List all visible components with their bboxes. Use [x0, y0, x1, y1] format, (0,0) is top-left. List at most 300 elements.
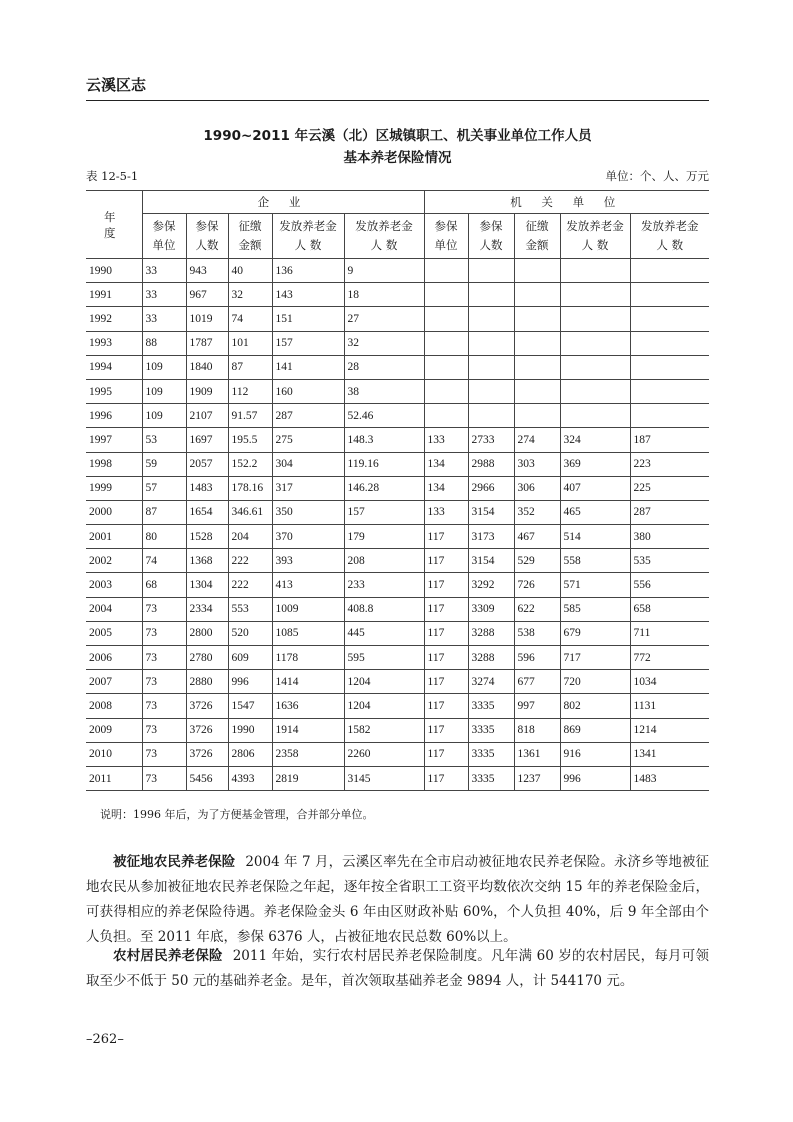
table-cell: 609 [228, 646, 272, 670]
table-cell [630, 259, 709, 283]
table-cell: 91.57 [228, 404, 272, 428]
table-cell: 195.5 [228, 428, 272, 452]
table-cell: 151 [272, 307, 344, 331]
table-cell: 18 [344, 283, 424, 307]
table-cell: 1636 [272, 694, 344, 718]
table-cell: 3335 [468, 694, 514, 718]
table-cell: 53 [142, 428, 186, 452]
table-cell: 179 [344, 525, 424, 549]
table-cell [630, 331, 709, 355]
table-cell: 27 [344, 307, 424, 331]
table-row [86, 742, 709, 766]
table-body [86, 259, 709, 791]
table-cell: 1237 [514, 766, 560, 790]
table-cell: 571 [560, 573, 630, 597]
table-cell: 413 [272, 573, 344, 597]
year-cell: 1993 [86, 331, 142, 355]
year-cell: 1994 [86, 355, 142, 379]
column-header-line: 金额 [525, 238, 549, 252]
table-cell: 304 [272, 452, 344, 476]
table-cell [424, 259, 468, 283]
table-cell: 133 [424, 500, 468, 524]
table-row [86, 766, 709, 790]
paragraph-lead: 农村居民养老保险 [113, 948, 223, 964]
table-cell: 324 [560, 428, 630, 452]
table-cell: 1787 [186, 331, 228, 355]
table-cell: 352 [514, 500, 560, 524]
table-cell: 3335 [468, 718, 514, 742]
year-cell: 1990 [86, 259, 142, 283]
table-cell: 52.46 [344, 404, 424, 428]
column-header-line: 人 数 [656, 238, 684, 252]
table-cell: 2358 [272, 742, 344, 766]
table-cell: 109 [142, 404, 186, 428]
table-cell [468, 307, 514, 331]
table-cell: 109 [142, 355, 186, 379]
table-row [86, 670, 709, 694]
paragraph-lead: 被征地农民养老保险 [113, 854, 236, 870]
table-cell: 3292 [468, 573, 514, 597]
table-cell: 553 [228, 597, 272, 621]
year-header: 年 度 [86, 191, 142, 259]
year-cell: 2007 [86, 670, 142, 694]
table-cell [560, 379, 630, 403]
table-cell: 2819 [272, 766, 344, 790]
column-header-line: 单位 [434, 238, 458, 252]
table-cell: 109 [142, 379, 186, 403]
table-cell: 3154 [468, 549, 514, 573]
table-cell: 1483 [186, 476, 228, 500]
table-cell: 148.3 [344, 428, 424, 452]
table-cell: 1009 [272, 597, 344, 621]
table-cell: 370 [272, 525, 344, 549]
year-cell: 2011 [86, 766, 142, 790]
table-cell: 1914 [272, 718, 344, 742]
table-cell: 222 [228, 549, 272, 573]
table-cell: 2107 [186, 404, 228, 428]
table-header-group-row [86, 191, 709, 214]
table-cell: 146.28 [344, 476, 424, 500]
table-cell: 393 [272, 549, 344, 573]
table-cell: 720 [560, 670, 630, 694]
pension-table [86, 190, 709, 791]
table-cell: 1909 [186, 379, 228, 403]
table-cell: 87 [228, 355, 272, 379]
table-cell: 134 [424, 452, 468, 476]
table-cell: 28 [344, 355, 424, 379]
column-header-line: 发放养老金 [355, 219, 413, 233]
table-cell [468, 355, 514, 379]
table-cell: 33 [142, 307, 186, 331]
table-cell [514, 379, 560, 403]
column-header-line: 单位 [152, 238, 176, 252]
year-cell: 1992 [86, 307, 142, 331]
table-cell: 2800 [186, 621, 228, 645]
unit-label: 单位：个、人、万元 [605, 169, 709, 183]
table-cell: 1840 [186, 355, 228, 379]
table-cell: 996 [560, 766, 630, 790]
year-cell: 2006 [86, 646, 142, 670]
table-cell: 1131 [630, 694, 709, 718]
table-cell [468, 404, 514, 428]
column-header [468, 214, 514, 259]
table-cell: 117 [424, 694, 468, 718]
table-cell: 119.16 [344, 452, 424, 476]
table-cell: 1361 [514, 742, 560, 766]
table-cell: 2806 [228, 742, 272, 766]
paragraph-land-farmer-pension [86, 850, 709, 950]
table-cell: 3726 [186, 742, 228, 766]
table-row [86, 259, 709, 283]
table-cell: 287 [272, 404, 344, 428]
table-row [86, 379, 709, 403]
table-cell [560, 307, 630, 331]
paragraph-text: 2004 年 7 月，云溪区率先在全市启动被征地农民养老保险。永济乡等地被征地农民从参加被征地农民养老保险之年起，逐年按全省职工工资平均数依次交纳 15 年的养老保险金后，可获得相应的养老保险待遇。养老保险金头 6 年由区财政补贴 60%，个人负担 40%，后 9 年全部由个人负担。至 2011 年底，参保 6376 人，占被征地农民总数 60%以上。 [86, 854, 709, 945]
table-cell [514, 331, 560, 355]
table-cell: 943 [186, 259, 228, 283]
table-cell [424, 307, 468, 331]
table-cell: 117 [424, 766, 468, 790]
table-cell: 101 [228, 331, 272, 355]
year-cell: 1991 [86, 283, 142, 307]
column-header-line: 人 数 [581, 238, 609, 252]
table-cell: 1085 [272, 621, 344, 645]
table-cell [468, 331, 514, 355]
table-cell: 152.2 [228, 452, 272, 476]
column-header-line: 金额 [238, 238, 262, 252]
table-cell: 233 [344, 573, 424, 597]
year-cell: 1996 [86, 404, 142, 428]
table-cell: 117 [424, 573, 468, 597]
paragraph-text: 2011 年始，实行农村居民养老保险制度。凡年满 60 岁的农村居民，每月可领取至少不低于 50 元的基础养老金。是年，首次领取基础养老金 9894 人，计 544170 元。 [86, 948, 709, 989]
year-cell: 1998 [86, 452, 142, 476]
table-cell [514, 355, 560, 379]
table-cell: 74 [142, 549, 186, 573]
table-cell: 538 [514, 621, 560, 645]
table-cell: 275 [272, 428, 344, 452]
table-cell: 3145 [344, 766, 424, 790]
table-cell: 1204 [344, 670, 424, 694]
table-cell: 1654 [186, 500, 228, 524]
table-cell: 117 [424, 670, 468, 694]
table-cell: 2880 [186, 670, 228, 694]
table-cell: 134 [424, 476, 468, 500]
table-cell [560, 355, 630, 379]
table-cell: 3288 [468, 646, 514, 670]
table-cell: 802 [560, 694, 630, 718]
table-cell [514, 259, 560, 283]
table-cell: 3335 [468, 766, 514, 790]
table-cell: 677 [514, 670, 560, 694]
table-cell [560, 331, 630, 355]
table-row [86, 452, 709, 476]
column-header-line: 参保 [195, 219, 219, 233]
table-cell [630, 355, 709, 379]
table-cell: 1034 [630, 670, 709, 694]
table-cell [424, 283, 468, 307]
table-row [86, 573, 709, 597]
table-cell: 1204 [344, 694, 424, 718]
column-header [424, 214, 468, 259]
year-cell: 2005 [86, 621, 142, 645]
table-cell: 143 [272, 283, 344, 307]
table-cell: 117 [424, 621, 468, 645]
column-header [344, 214, 424, 259]
table-cell: 117 [424, 525, 468, 549]
table-cell: 465 [560, 500, 630, 524]
table-title-line2: 基本养老保险情况 [343, 150, 452, 166]
table-cell [424, 379, 468, 403]
table-cell: 274 [514, 428, 560, 452]
table-cell: 1990 [228, 718, 272, 742]
table-cell [514, 283, 560, 307]
table-cell: 1214 [630, 718, 709, 742]
year-cell: 2003 [86, 573, 142, 597]
table-cell: 2780 [186, 646, 228, 670]
table-cell: 3726 [186, 694, 228, 718]
column-header-line: 参保 [479, 219, 503, 233]
column-header [186, 214, 228, 259]
table-cell: 2334 [186, 597, 228, 621]
agency-group-header: 机 关 单 位 [424, 191, 709, 214]
table-cell: 317 [272, 476, 344, 500]
table-cell: 68 [142, 573, 186, 597]
column-header-line: 人数 [195, 238, 219, 252]
table-cell: 1341 [630, 742, 709, 766]
table-row [86, 476, 709, 500]
table-cell: 520 [228, 621, 272, 645]
column-header-line: 人 数 [294, 238, 322, 252]
column-header-line: 参保 [152, 219, 176, 233]
table-cell: 967 [186, 283, 228, 307]
table-row [86, 500, 709, 524]
table-cell [514, 404, 560, 428]
table-cell: 535 [630, 549, 709, 573]
table-cell: 73 [142, 670, 186, 694]
table-row [86, 428, 709, 452]
year-cell: 2009 [86, 718, 142, 742]
table-cell: 287 [630, 500, 709, 524]
table-note: 说明：1996 年后，为了方便基金管理，合并部分单位。 [100, 808, 374, 821]
table-cell [630, 404, 709, 428]
column-header-line: 人数 [479, 238, 503, 252]
table-cell: 997 [514, 694, 560, 718]
table-cell: 133 [424, 428, 468, 452]
table-cell: 88 [142, 331, 186, 355]
table-cell: 2057 [186, 452, 228, 476]
paragraph-rural-pension [86, 944, 709, 994]
table-cell: 112 [228, 379, 272, 403]
table-cell: 658 [630, 597, 709, 621]
table-cell: 178.16 [228, 476, 272, 500]
column-header [560, 214, 630, 259]
table-cell: 2260 [344, 742, 424, 766]
column-header-line: 发放养老金 [279, 219, 337, 233]
table-row [86, 307, 709, 331]
table-cell: 558 [560, 549, 630, 573]
table-cell: 556 [630, 573, 709, 597]
table-cell [630, 379, 709, 403]
table-row [86, 694, 709, 718]
table-row [86, 597, 709, 621]
table-cell: 869 [560, 718, 630, 742]
table-cell: 73 [142, 766, 186, 790]
year-cell: 1997 [86, 428, 142, 452]
table-cell: 350 [272, 500, 344, 524]
table-row [86, 283, 709, 307]
table-cell: 679 [560, 621, 630, 645]
column-header-line: 征缴 [238, 219, 262, 233]
table-number: 表 12-5-1 [86, 169, 139, 183]
table-cell: 3309 [468, 597, 514, 621]
table-cell: 1414 [272, 670, 344, 694]
table-cell: 80 [142, 525, 186, 549]
table-cell: 117 [424, 718, 468, 742]
enterprise-group-header: 企 业 [142, 191, 424, 214]
table-cell: 2733 [468, 428, 514, 452]
table-cell: 40 [228, 259, 272, 283]
table-cell: 4393 [228, 766, 272, 790]
table-cell [424, 331, 468, 355]
table-cell [560, 283, 630, 307]
column-header [228, 214, 272, 259]
table-cell: 32 [344, 331, 424, 355]
table-cell: 380 [630, 525, 709, 549]
table-cell: 408.8 [344, 597, 424, 621]
table-cell: 5456 [186, 766, 228, 790]
table-cell: 726 [514, 573, 560, 597]
column-header [630, 214, 709, 259]
table-cell: 73 [142, 694, 186, 718]
year-cell: 2000 [86, 500, 142, 524]
year-cell: 2004 [86, 597, 142, 621]
table-row [86, 355, 709, 379]
table-row [86, 525, 709, 549]
table-cell: 2966 [468, 476, 514, 500]
table-cell: 3726 [186, 718, 228, 742]
table-cell: 514 [560, 525, 630, 549]
column-header-line: 发放养老金 [641, 219, 699, 233]
table-cell [424, 404, 468, 428]
table-row [86, 718, 709, 742]
table-cell: 1697 [186, 428, 228, 452]
table-cell: 306 [514, 476, 560, 500]
table-cell: 3154 [468, 500, 514, 524]
running-header: 云溪区志 [86, 76, 147, 94]
table-cell [424, 355, 468, 379]
table-cell: 346.61 [228, 500, 272, 524]
table-cell: 73 [142, 597, 186, 621]
table-cell: 1528 [186, 525, 228, 549]
table-cell [514, 307, 560, 331]
table-cell: 3288 [468, 621, 514, 645]
header-rule [86, 100, 709, 101]
table-row [86, 549, 709, 573]
table-cell: 1547 [228, 694, 272, 718]
table-title-line1: 1990~2011 年云溪（北）区城镇职工、机关事业单位工作人员 [203, 128, 592, 144]
table-cell: 73 [142, 718, 186, 742]
table-cell: 73 [142, 646, 186, 670]
year-cell: 2010 [86, 742, 142, 766]
table-cell: 303 [514, 452, 560, 476]
table-cell [630, 283, 709, 307]
table-cell: 717 [560, 646, 630, 670]
year-cell: 1999 [86, 476, 142, 500]
table-cell: 3335 [468, 742, 514, 766]
table-cell: 117 [424, 597, 468, 621]
table-cell: 1368 [186, 549, 228, 573]
table-cell: 208 [344, 549, 424, 573]
table-cell: 916 [560, 742, 630, 766]
table-row [86, 331, 709, 355]
table-cell: 622 [514, 597, 560, 621]
table-cell [468, 379, 514, 403]
table-cell: 187 [630, 428, 709, 452]
table-cell: 160 [272, 379, 344, 403]
year-cell: 2008 [86, 694, 142, 718]
column-header-line: 人 数 [370, 238, 398, 252]
table-cell: 141 [272, 355, 344, 379]
table-cell [468, 259, 514, 283]
table-cell: 33 [142, 283, 186, 307]
table-cell: 9 [344, 259, 424, 283]
table-cell [468, 283, 514, 307]
table-cell: 117 [424, 742, 468, 766]
column-header [514, 214, 560, 259]
table-row [86, 621, 709, 645]
table-cell: 74 [228, 307, 272, 331]
table-cell: 87 [142, 500, 186, 524]
table-cell: 1483 [630, 766, 709, 790]
column-header [272, 214, 344, 259]
table-cell: 596 [514, 646, 560, 670]
table-cell: 32 [228, 283, 272, 307]
table-subheader-row [86, 214, 709, 259]
table-cell: 73 [142, 621, 186, 645]
table-cell: 73 [142, 742, 186, 766]
table-cell: 2988 [468, 452, 514, 476]
table-cell: 157 [344, 500, 424, 524]
column-header-line: 参保 [434, 219, 458, 233]
table-row [86, 404, 709, 428]
table-cell: 818 [514, 718, 560, 742]
table-cell [560, 404, 630, 428]
table-cell: 529 [514, 549, 560, 573]
table-cell: 3274 [468, 670, 514, 694]
table-cell: 222 [228, 573, 272, 597]
table-cell: 225 [630, 476, 709, 500]
year-cell: 2001 [86, 525, 142, 549]
table-cell: 595 [344, 646, 424, 670]
table-cell: 1019 [186, 307, 228, 331]
table-cell: 157 [272, 331, 344, 355]
table-cell: 585 [560, 597, 630, 621]
table-cell: 59 [142, 452, 186, 476]
table-cell: 467 [514, 525, 560, 549]
table-cell: 996 [228, 670, 272, 694]
table-cell [560, 259, 630, 283]
table-cell: 1304 [186, 573, 228, 597]
table-cell: 3173 [468, 525, 514, 549]
table-cell: 33 [142, 259, 186, 283]
table-cell: 711 [630, 621, 709, 645]
year-cell: 2002 [86, 549, 142, 573]
table-cell: 772 [630, 646, 709, 670]
table-cell: 407 [560, 476, 630, 500]
table-cell: 57 [142, 476, 186, 500]
table-cell [630, 307, 709, 331]
table-cell: 1178 [272, 646, 344, 670]
